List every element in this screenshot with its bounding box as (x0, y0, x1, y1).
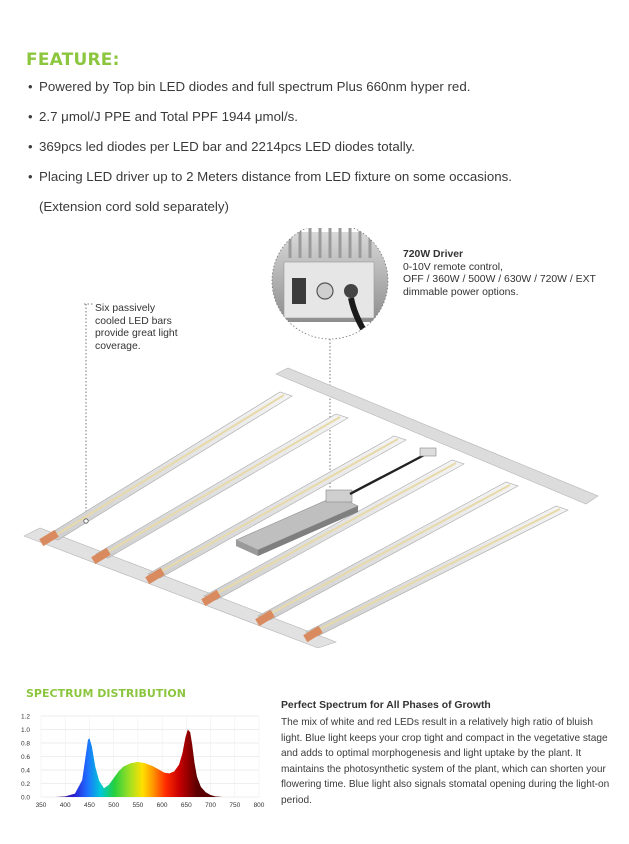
x-tick-label: 800 (253, 802, 265, 809)
driver-line: 0-10V remote control, (403, 261, 503, 273)
y-tick-label: 0.6 (21, 754, 31, 761)
spectrum-x-axis (36, 802, 265, 809)
feature-list (28, 76, 618, 222)
spectrum-description (281, 700, 613, 808)
feature-item: • 369pcs led diodes per LED bar and 2214pcs LED diodes totally. (28, 136, 618, 166)
bars-line: Six passively (95, 303, 156, 314)
feature-note: (Extension cord sold separately) (39, 199, 229, 214)
driver-zoom-circle (270, 228, 390, 344)
spectrum-area (56, 730, 223, 798)
spectrum-heading: Perfect Spectrum for All Phases of Growth (281, 700, 491, 711)
spectrum-title: SPECTRUM DISTRIBUTION (26, 687, 186, 700)
x-tick-label: 600 (156, 802, 168, 809)
y-tick-label: 0.0 (21, 794, 31, 802)
y-tick-label: 0.8 (21, 740, 31, 748)
driver-line: OFF / 360W / 500W / 630W / 720W / EXT (403, 274, 596, 285)
y-tick-label: 1.2 (21, 713, 31, 721)
feature-item: • 2.7 μmol/J PPE and Total PPF 1944 μmol/s. (28, 106, 618, 136)
x-tick-label: 750 (229, 802, 241, 809)
spectrum-y-axis (21, 714, 30, 802)
bars-line: provide great light (95, 328, 178, 339)
x-tick-label: 500 (108, 802, 120, 809)
spectrum-chart (20, 708, 270, 813)
x-tick-label: 700 (205, 802, 216, 809)
bars-callout (95, 303, 195, 353)
x-tick-label: 350 (35, 802, 47, 809)
feature-title: FEATURE: (26, 50, 120, 70)
y-tick-label: 0.4 (21, 767, 31, 775)
x-tick-label: 550 (132, 802, 144, 809)
bars-line: coverage. (95, 340, 141, 352)
driver-line: dimmable power options. (403, 286, 519, 298)
driver-title: 720W Driver (403, 249, 464, 260)
feature-item: • Placing LED driver up to 2 Meters distance from LED fixture on some occasions. (28, 166, 618, 196)
spectrum-body: The mix of white and red LEDs result in a relatively high ratio of bluish light. Blue light keeps your crop tight and compact in the vegetative stage and adds to optimal morphogenesis and light uptake by the plant. It maintains the photosynthetic system of the plant, which can shorten your flowering time. Blue light also signals stomatal opening during the light-on period. (281, 717, 610, 806)
driver-callout (403, 249, 623, 299)
y-tick-label: 0.2 (21, 781, 31, 788)
y-tick-label: 1.0 (21, 727, 31, 734)
bars-line: cooled LED bars (95, 315, 172, 327)
x-tick-label: 400 (59, 802, 71, 809)
feature-item: • Powered by Top bin LED diodes and full spectrum Plus 660nm hyper red. (28, 76, 618, 106)
x-tick-label: 450 (84, 802, 95, 809)
x-tick-label: 650 (180, 802, 192, 809)
